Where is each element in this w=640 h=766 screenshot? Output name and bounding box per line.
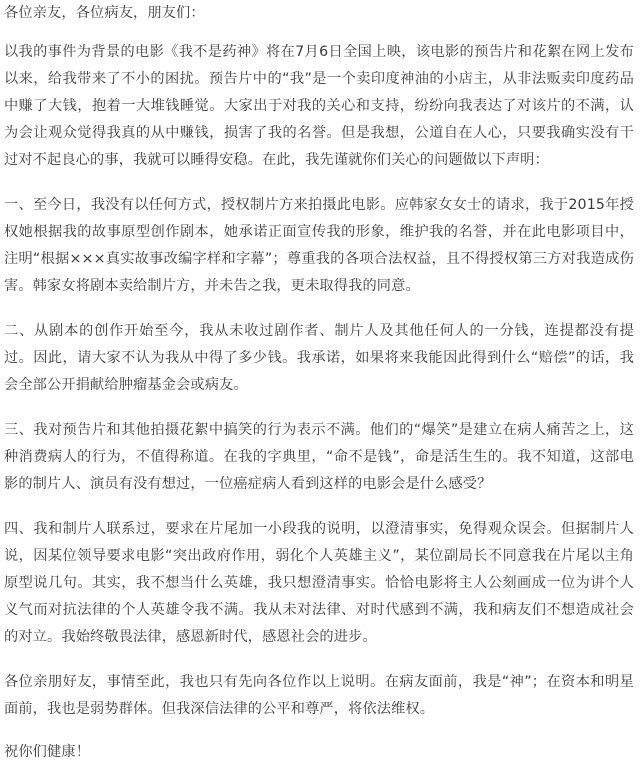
- letter-paragraph-conclusion: 各位亲朋好友，事情至此，我也只有先向各位作以上说明。在病友面前，我是“神”；在资本和明星面前，我也是弱势群体。但我深信法律的公平和尊严，将依法维权。: [4, 674, 634, 717]
- letter-greeting: 各位亲友，各位病友，朋友们：: [4, 5, 205, 21]
- letter-paragraph-statement-2: 二、从剧本的创作开始至今，我从未收过剧作者、制片人及其他任何人的一分钱，连提都没有提过。因此，请大家不认为我从中得了多少钱。我承诺，如果将来我能因此得到什么“赔偿”的话，我会全部公开捐献给肿瘤基金会或病友。: [4, 323, 634, 393]
- letter-paragraph-statement-1: 一、至今日，我没有以任何方式，授权制片方来拍摄此电影。应韩家女女士的请求，我于2015年授权她根据我的故事原型创作剧本，她承诺正面宣传我的形象，维护我的名誉，并在此电影项目中，注明“根据×××真实故事改编字样和字幕”；尊重我的各项合法权益，且不得授权第三方对我造成伤害。韩家女将剧本卖给制片方，并未告之我，更未取得我的同意。: [4, 197, 634, 294]
- letter-closing: 祝你们健康！: [4, 744, 91, 760]
- letter-paragraph-statement-4: 四、我和制片人联系过，要求在片尾加一小段我的说明，以澄清事实，免得观众误会。但据制片人说，因某位领导要求电影“突出政府作用，弱化个人英雄主义”，某位副局长不同意我在片尾以主角原型说几句。其实，我不想当什么英雄，我只想澄清事实。恰恰电影将主人公刻画成一位为讲个人义气而对抗法律的个人英雄令我不满。我从未对法律、对时代感到不满，我和病友们不想造成社会的对立。我始终敬畏法律，感恩新时代，感恩社会的进步。: [4, 521, 634, 645]
- letter-paragraph-intro: 以我的事件为背景的电影《我不是药神》将在7月6日全国上映，该电影的预告片和花絮在网上发布以来，给我带来了不小的困扰。预告片中的“我”是一个卖印度神油的小店主，从非法贩卖印度药品中赚了大钱，抱着一大堆钱睡觉。大家出于对我的关心和支持，纷纷向我表达了对该片的不满，认为会让观众觉得我真的从中赚钱，损害了我的名誉。但是我想，公道自在人心，只要我确实没有干过对不起良心的事，我就可以睡得安稳。在此，我先谨就你们关心的问题做以下声明：: [4, 44, 634, 168]
- letter-paragraph-statement-3: 三、我对预告片和其他拍摄花絮中搞笑的行为表示不满。他们的“爆笑”是建立在病人痛苦之上，这种消费病人的行为，不值得称道。在我的字典里，“命不是钱”，命是活生生的。我不知道，这部电影的制片人、演员有没有想过，一位癌症病人看到这样的电影会是什么感受？: [4, 422, 634, 492]
